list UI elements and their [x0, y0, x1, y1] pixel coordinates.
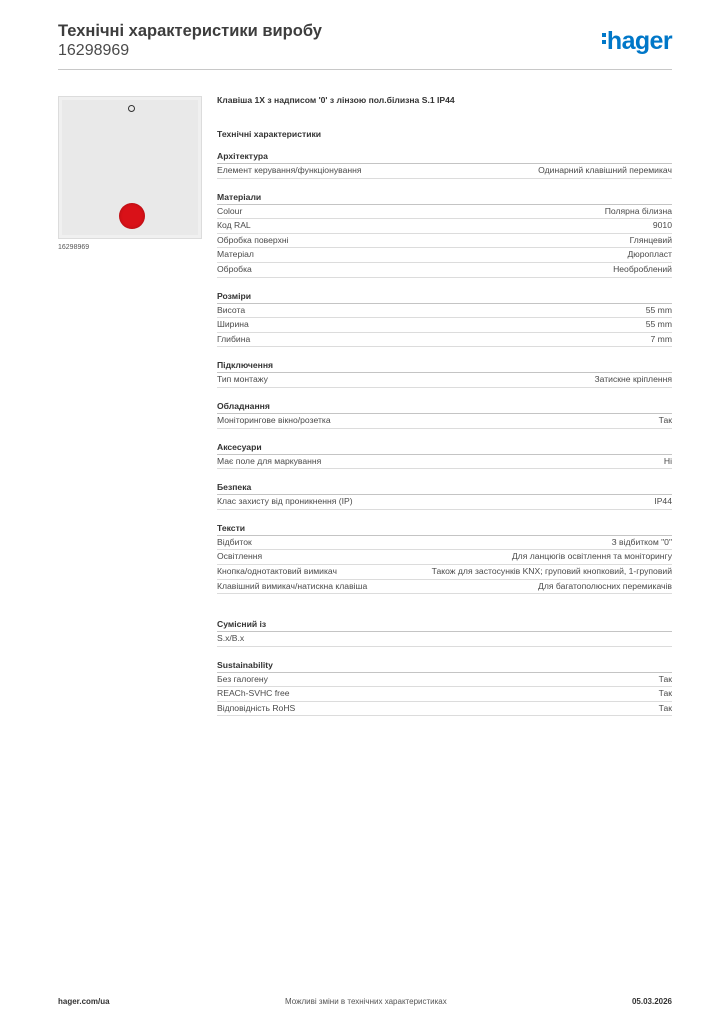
spec-row — [217, 536, 672, 551]
section-title: Тексти — [217, 522, 672, 536]
spec-label: Має поле для маркування — [217, 455, 322, 466]
footer-notice: Можливі зміни в технічних характеристиках — [285, 997, 447, 1006]
logo-wordmark: hager — [606, 27, 672, 55]
spec-label: Відповідність RoHS — [217, 702, 296, 713]
specs-heading: Технічні характеристики — [217, 129, 322, 139]
spec-value: IP44 — [654, 496, 672, 507]
section-title: Аксесуари — [217, 441, 672, 455]
spec-value: Ні — [663, 455, 672, 466]
specifications — [217, 94, 672, 716]
spec-row — [217, 373, 672, 388]
spec-row — [217, 673, 672, 688]
hager-logo — [602, 28, 672, 54]
image-caption: 16298969 — [58, 244, 90, 251]
spec-value: Для ланцюгів освітлення та моніторингу — [511, 551, 672, 562]
switch-plate — [62, 100, 198, 235]
spec-row — [217, 565, 672, 580]
spec-value: Дюропласт — [627, 249, 672, 260]
spec-label: Код RAL — [217, 220, 251, 231]
footer-date: 05.03.2026 — [631, 997, 672, 1006]
spec-row — [217, 580, 672, 595]
spec-row — [217, 687, 672, 702]
section-title: Розміри — [217, 290, 672, 304]
spec-row — [217, 304, 672, 319]
spec-value: З відбитком "0" — [611, 536, 672, 547]
spec-row — [217, 263, 672, 278]
spec-value: Необроблений — [613, 263, 672, 274]
spec-label: S.x/B.x — [217, 633, 245, 644]
section-sustainability — [217, 659, 672, 717]
section-title: Обладнання — [217, 400, 672, 414]
page-header — [58, 22, 672, 70]
section-title: Сумісний із — [217, 618, 672, 632]
spec-label: Відбиток — [217, 536, 252, 547]
section-dimensions — [217, 290, 672, 348]
product-image — [58, 96, 202, 239]
spec-value: Затискне кріплення — [594, 374, 672, 385]
section-architecture — [217, 150, 672, 179]
section-safety — [217, 481, 672, 510]
section-title: Матеріали — [217, 191, 672, 205]
spec-label: Елемент керування/функціонування — [217, 165, 362, 175]
spec-row — [217, 495, 672, 510]
spec-value: Так — [658, 673, 672, 684]
spec-value: 9010 — [652, 220, 672, 231]
spec-label: Без галогену — [217, 673, 268, 684]
spec-value: 55 mm — [645, 304, 672, 315]
section-connection — [217, 359, 672, 388]
spec-label: Матеріал — [217, 249, 254, 260]
page-title: Технічні характеристики виробу — [58, 22, 322, 40]
section-accessories — [217, 441, 672, 470]
spec-row — [217, 248, 672, 263]
section-texts — [217, 522, 672, 594]
spec-label: Висота — [217, 304, 246, 315]
spec-value: Одинарний клавішний перемикач — [538, 165, 672, 175]
section-title: Sustainability — [217, 659, 672, 673]
spec-label: Клас захисту від проникнення (IP) — [217, 496, 353, 507]
logo-colon-icon — [602, 33, 606, 44]
spec-label: REACh-SVHC free — [217, 688, 290, 699]
product-number: 16298969 — [58, 42, 130, 59]
spec-value: 7 mm — [650, 333, 672, 344]
red-lens-icon — [119, 203, 145, 229]
spec-label: Тип монтажу — [217, 374, 268, 385]
spec-value: Глянцевий — [629, 234, 672, 245]
spec-value: Так — [658, 688, 672, 699]
spec-row — [217, 550, 672, 565]
spec-label: Глибина — [217, 333, 251, 344]
spec-value: Також для застосунків KNX; груповий кнопковий, 1-груповий — [431, 565, 672, 576]
spec-row — [217, 205, 672, 220]
spec-label: Освітлення — [217, 551, 263, 562]
spec-label: Colour — [217, 205, 243, 216]
spec-row — [217, 632, 672, 647]
section-title: Безпека — [217, 481, 672, 495]
spec-row — [217, 414, 672, 429]
product-description: Клавіша 1X з надписом '0' з лінзою пол.білизна S.1 IP44 — [217, 95, 455, 105]
spec-value: 55 mm — [645, 319, 672, 330]
spec-label: Кнопка/однотактовий вимикач — [217, 565, 337, 576]
spec-label: Обробка — [217, 263, 252, 274]
spec-value: Для багатополюсних перемикачів — [538, 580, 672, 591]
footer-website-link[interactable]: hager.com/ua — [58, 997, 110, 1006]
spec-value: Полярна білизна — [604, 205, 672, 216]
section-title: Архітектура — [217, 150, 672, 164]
zero-marking-icon — [128, 105, 135, 112]
spec-row — [217, 219, 672, 234]
section-equipment — [217, 400, 672, 429]
spec-row — [217, 333, 672, 348]
spec-value: Так — [658, 702, 672, 713]
spec-label: Ширина — [217, 319, 249, 330]
spec-row — [217, 164, 672, 179]
spec-label: Обробка поверхні — [217, 234, 289, 245]
section-title: Підключення — [217, 359, 672, 373]
spec-label: Клавішний вимикач/натискна клавіша — [217, 580, 368, 591]
spec-row — [217, 702, 672, 717]
section-materials — [217, 191, 672, 278]
spec-row — [217, 318, 672, 333]
spec-row — [217, 455, 672, 470]
section-compatible — [217, 618, 672, 647]
spec-value: Так — [658, 414, 672, 425]
spec-label: Моніторингове вікно/розетка — [217, 414, 331, 425]
spec-row — [217, 234, 672, 249]
